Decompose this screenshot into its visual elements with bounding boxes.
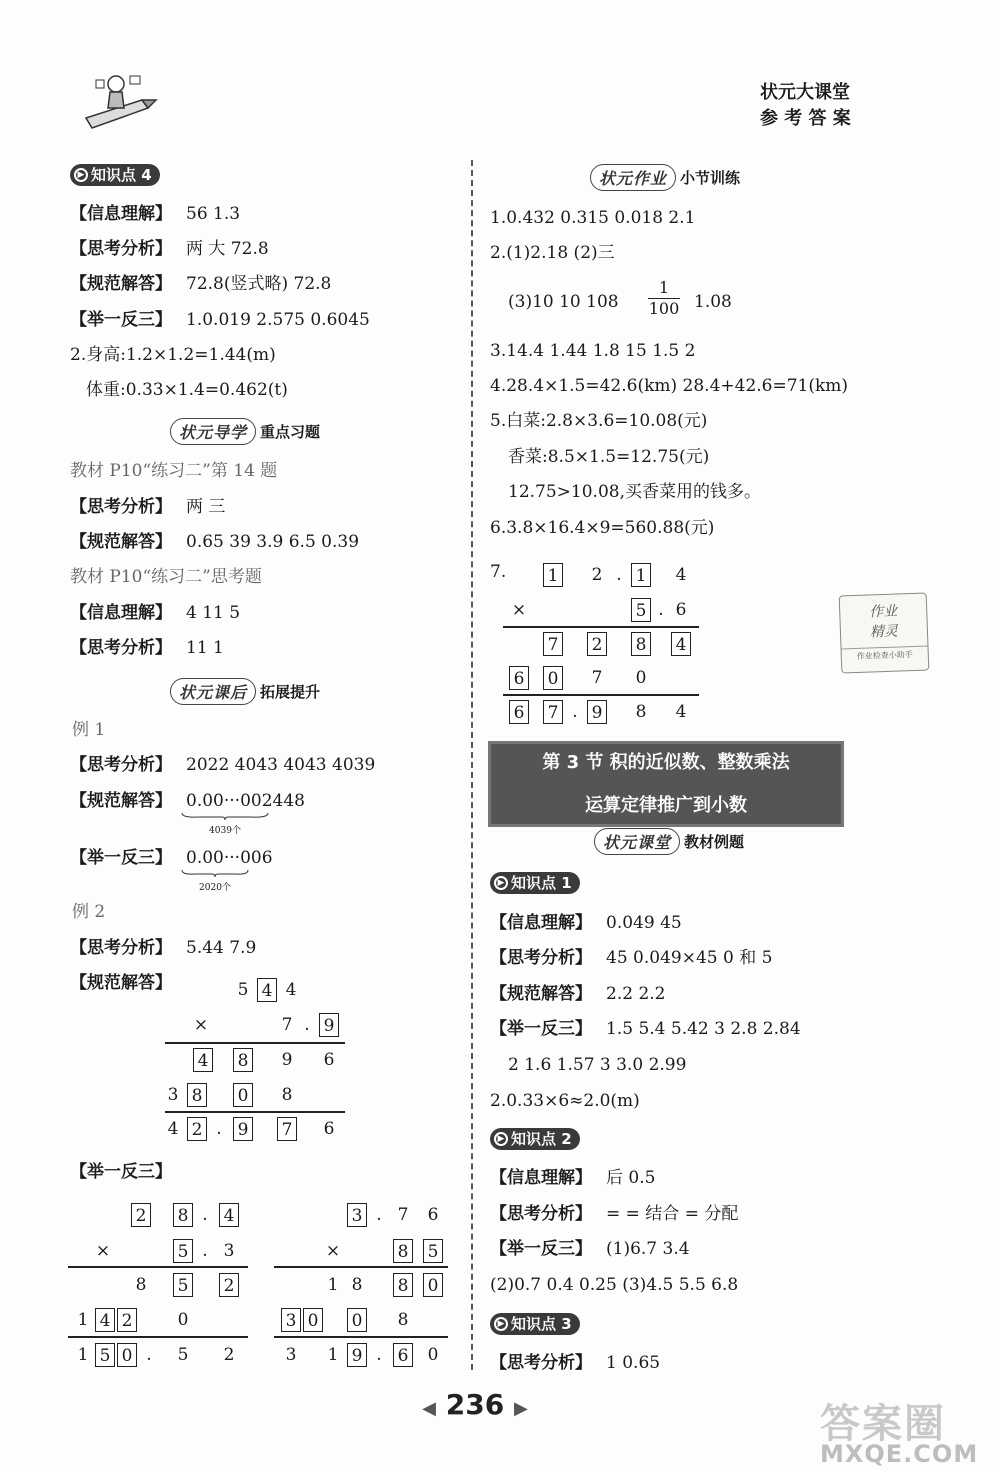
answer-line: 1.0.432 0.315 0.018 2.1 bbox=[490, 208, 696, 228]
analysis-row: 【思考分析】 两 大 72.8 bbox=[70, 239, 269, 259]
answer-line: 12.75>10.08,买香菜用的钱多。 bbox=[508, 482, 761, 502]
analysis-row: 【思考分析】 1 0.65 bbox=[490, 1353, 661, 1373]
section-banner: 状元课堂 教材例题 bbox=[594, 828, 744, 855]
answer-line: 香菜:8.5×1.5=12.75(元) bbox=[508, 447, 710, 467]
practice-row: 【举一反三】 1.5 5.4 5.42 3 2.8 2.84 bbox=[490, 1019, 801, 1039]
analysis-row: 【思考分析】 2022 4043 4043 4039 bbox=[70, 755, 376, 775]
answer-line: 2 1.6 1.57 3 3.0 2.99 bbox=[508, 1055, 687, 1075]
textbook-ref: 教材 P10“练习二”第 14 题 bbox=[70, 461, 278, 481]
play-icon: ▶ bbox=[494, 1317, 508, 1331]
example-label: 例 1 bbox=[72, 720, 106, 740]
practice-row: 【举一反三】 bbox=[70, 1162, 172, 1182]
section-header: 第 3 节 积的近似数、整数乘法 运算定律推广到小数 bbox=[488, 741, 844, 827]
answer-line: 2.(1)2.18 (2)三 bbox=[490, 243, 615, 263]
answer-row: 【规范解答】 2.2 2.2 bbox=[490, 984, 666, 1004]
answer-line: 5.白菜:2.8×3.6=10.08(元) bbox=[490, 411, 708, 431]
info-row: 【信息理解】 后 0.5 bbox=[490, 1168, 656, 1188]
answer-row: 【规范解答】 72.8(竖式略) 72.8 bbox=[70, 274, 332, 294]
brace-icon bbox=[180, 869, 250, 877]
answer-line: 3.14.4 1.44 1.8 15 1.5 2 bbox=[490, 341, 696, 361]
answer-row: 【规范解答】 0.65 39 3.9 6.5 0.39 bbox=[70, 532, 360, 552]
textbook-ref: 教材 P10“练习二”思考题 bbox=[70, 567, 262, 587]
answer-line: 1.08 bbox=[694, 292, 732, 312]
answer-line: (3)10 10 108 bbox=[508, 292, 619, 312]
info-row: 【信息理解】 4 11 5 bbox=[70, 603, 241, 623]
play-icon: ▶ bbox=[494, 1132, 508, 1146]
prev-arrow-icon: ◀ bbox=[422, 1398, 437, 1419]
answer-row: 【规范解答】 0.00···002448 bbox=[70, 791, 305, 811]
page-number: ◀ 236 ▶ bbox=[422, 1388, 528, 1421]
brace-note: 4039个 bbox=[180, 812, 270, 836]
column-divider bbox=[471, 160, 473, 1370]
watermark: MXQE.COM bbox=[820, 1440, 979, 1468]
mascot-icon bbox=[82, 70, 162, 132]
info-row: 【信息理解】 0.049 45 bbox=[490, 913, 682, 933]
answer-line: 4.28.4×1.5=42.6(km) 28.4+42.6=71(km) bbox=[490, 376, 849, 396]
brand-title: 状元大课堂 bbox=[760, 82, 850, 103]
section-banner: 状元导学 重点习题 bbox=[170, 418, 320, 445]
brace-icon bbox=[180, 812, 270, 820]
knowledge-point-1-badge: ▶ 知识点 1 bbox=[490, 872, 580, 894]
answer-line: 6.3.8×16.4×9=560.88(元) bbox=[490, 518, 715, 538]
answer-line: (2)0.7 0.4 0.25 (3)4.5 5.5 6.8 bbox=[490, 1275, 739, 1295]
watermark-cn: 答案圈 bbox=[820, 1401, 946, 1447]
analysis-row: 【思考分析】 45 0.049×45 0 和 5 bbox=[490, 948, 773, 968]
brace-note: 2020个 bbox=[180, 869, 250, 893]
analysis-row: 【思考分析】 5.44 7.9 bbox=[70, 938, 257, 958]
text-line: 体重:0.33×1.4=0.462(t) bbox=[86, 380, 288, 400]
info-row: 【信息理解】 56 1.3 bbox=[70, 204, 241, 224]
text-line: 2.身高:1.2×1.2=1.44(m) bbox=[70, 345, 276, 365]
analysis-row: 【思考分析】 = = 结合 = 分配 bbox=[490, 1204, 739, 1224]
answer-line: 2.0.33×6≈2.0(m) bbox=[490, 1091, 640, 1111]
knowledge-point-2-badge: ▶ 知识点 2 bbox=[490, 1128, 580, 1150]
analysis-row: 【思考分析】 11 1 bbox=[70, 638, 224, 658]
answer-line: 7. bbox=[490, 562, 507, 582]
knowledge-point-3-badge: ▶ 知识点 3 bbox=[490, 1313, 580, 1335]
answer-row: 【规范解答】 bbox=[70, 973, 172, 993]
example-label: 例 2 bbox=[72, 902, 106, 922]
practice-row: 【举一反三】 (1)6.7 3.4 bbox=[490, 1239, 690, 1259]
knowledge-point-4-badge: ▶ 知识点 4 bbox=[70, 164, 160, 186]
practice-row: 【举一反三】 1.0.019 2.575 0.6045 bbox=[70, 310, 370, 330]
section-banner: 状元作业 小节训练 bbox=[590, 164, 740, 191]
brand-subtitle: 参 考 答 案 bbox=[760, 108, 851, 129]
fraction: 1 100 bbox=[648, 278, 680, 318]
next-arrow-icon: ▶ bbox=[513, 1398, 528, 1419]
play-icon: ▶ bbox=[494, 876, 508, 890]
section-banner: 状元课后 拓展提升 bbox=[170, 678, 320, 705]
homework-stamp: 作业 精灵 作业检查小助手 bbox=[839, 592, 930, 673]
analysis-row: 【思考分析】 两 三 bbox=[70, 497, 226, 517]
practice-row: 【举一反三】 0.00···006 bbox=[70, 848, 273, 868]
play-icon: ▶ bbox=[74, 168, 88, 182]
